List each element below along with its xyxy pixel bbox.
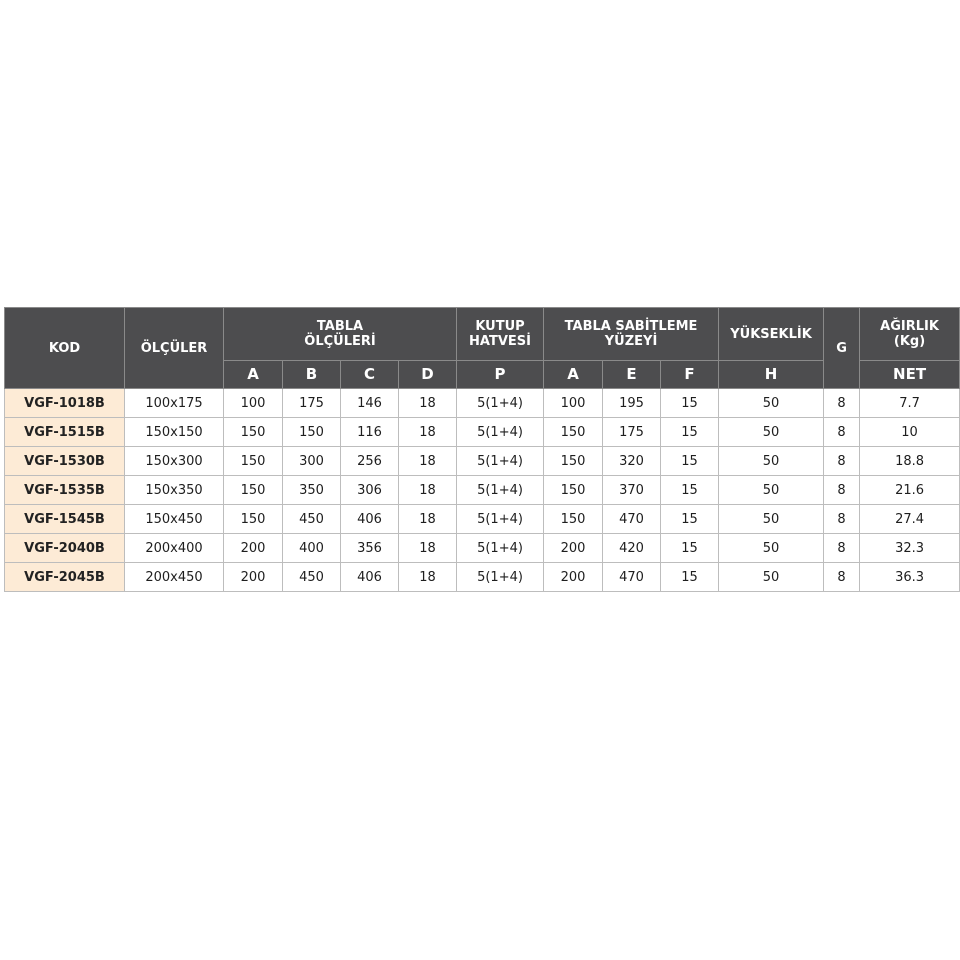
cell-olculer: 150x150 <box>125 418 224 447</box>
table-row <box>5 389 960 418</box>
cell-c: 356 <box>341 534 399 563</box>
subheader-net: NET <box>860 361 960 389</box>
cell-e: 195 <box>603 389 661 418</box>
cell-c: 306 <box>341 476 399 505</box>
cell-e: 470 <box>603 563 661 592</box>
subheader-a2: A <box>544 361 603 389</box>
subheader-p: P <box>457 361 544 389</box>
cell-f: 15 <box>661 563 719 592</box>
cell-a2: 150 <box>544 447 603 476</box>
cell-a2: 200 <box>544 563 603 592</box>
cell-a2: 150 <box>544 418 603 447</box>
cell-c: 406 <box>341 505 399 534</box>
header-agirlik-line2: (Kg) <box>893 334 926 349</box>
cell-f: 15 <box>661 389 719 418</box>
table-row <box>5 418 960 447</box>
cell-d: 18 <box>399 447 457 476</box>
cell-a: 200 <box>224 534 283 563</box>
subheader-d: D <box>399 361 457 389</box>
cell-c: 256 <box>341 447 399 476</box>
cell-b: 150 <box>283 418 341 447</box>
subheader-b: B <box>283 361 341 389</box>
cell-kod: VGF-2040B <box>5 534 125 563</box>
header-kutup-hatvesi <box>457 308 544 361</box>
cell-d: 18 <box>399 563 457 592</box>
cell-a: 150 <box>224 418 283 447</box>
cell-g: 8 <box>824 534 860 563</box>
cell-p: 5(1+4) <box>457 534 544 563</box>
table-body <box>5 389 960 592</box>
table-row <box>5 505 960 534</box>
subheader-e: E <box>603 361 661 389</box>
cell-g: 8 <box>824 447 860 476</box>
cell-d: 18 <box>399 389 457 418</box>
cell-olculer: 150x450 <box>125 505 224 534</box>
cell-h: 50 <box>719 389 824 418</box>
cell-kod: VGF-1530B <box>5 447 125 476</box>
cell-g: 8 <box>824 476 860 505</box>
cell-net: 7.7 <box>860 389 960 418</box>
header-tabla-sabitleme-line2: YÜZEYİ <box>604 334 658 349</box>
cell-b: 400 <box>283 534 341 563</box>
header-kutup-hatvesi-line1: KUTUP <box>475 319 525 334</box>
cell-p: 5(1+4) <box>457 563 544 592</box>
cell-f: 15 <box>661 505 719 534</box>
cell-olculer: 100x175 <box>125 389 224 418</box>
cell-p: 5(1+4) <box>457 476 544 505</box>
cell-e: 175 <box>603 418 661 447</box>
cell-net: 36.3 <box>860 563 960 592</box>
subheader-a: A <box>224 361 283 389</box>
cell-g: 8 <box>824 418 860 447</box>
cell-h: 50 <box>719 447 824 476</box>
cell-olculer: 150x350 <box>125 476 224 505</box>
cell-kod: VGF-2045B <box>5 563 125 592</box>
header-tabla-sabitleme <box>544 308 719 361</box>
header-yukseklik: YÜKSEKLİK <box>719 308 824 361</box>
cell-h: 50 <box>719 476 824 505</box>
subheader-c: C <box>341 361 399 389</box>
cell-olculer: 200x400 <box>125 534 224 563</box>
header-tabla-olculeri <box>224 308 457 361</box>
cell-f: 15 <box>661 534 719 563</box>
cell-h: 50 <box>719 534 824 563</box>
cell-net: 18.8 <box>860 447 960 476</box>
cell-f: 15 <box>661 447 719 476</box>
cell-a: 150 <box>224 447 283 476</box>
cell-olculer: 150x300 <box>125 447 224 476</box>
cell-net: 32.3 <box>860 534 960 563</box>
cell-kod: VGF-1515B <box>5 418 125 447</box>
header-tabla-olculeri-line2: ÖLÇÜLERİ <box>304 334 376 349</box>
spec-table <box>4 307 960 592</box>
cell-a2: 150 <box>544 505 603 534</box>
header-agirlik <box>860 308 960 361</box>
cell-c: 406 <box>341 563 399 592</box>
header-kod: KOD <box>5 308 125 389</box>
cell-p: 5(1+4) <box>457 447 544 476</box>
cell-kod: VGF-1545B <box>5 505 125 534</box>
cell-a2: 150 <box>544 476 603 505</box>
cell-b: 350 <box>283 476 341 505</box>
cell-h: 50 <box>719 563 824 592</box>
cell-net: 10 <box>860 418 960 447</box>
subheader-f: F <box>661 361 719 389</box>
cell-b: 450 <box>283 563 341 592</box>
cell-kod: VGF-1018B <box>5 389 125 418</box>
cell-b: 175 <box>283 389 341 418</box>
cell-p: 5(1+4) <box>457 389 544 418</box>
header-kutup-hatvesi-line2: HATVESİ <box>469 334 531 349</box>
cell-h: 50 <box>719 505 824 534</box>
table-row <box>5 476 960 505</box>
cell-a: 200 <box>224 563 283 592</box>
cell-d: 18 <box>399 534 457 563</box>
cell-e: 370 <box>603 476 661 505</box>
cell-c: 116 <box>341 418 399 447</box>
cell-f: 15 <box>661 476 719 505</box>
header-row <box>5 308 960 361</box>
cell-a2: 100 <box>544 389 603 418</box>
subheader-h: H <box>719 361 824 389</box>
cell-c: 146 <box>341 389 399 418</box>
table-row <box>5 447 960 476</box>
header-tabla-sabitleme-line1: TABLA SABİTLEME <box>564 319 698 334</box>
header-tabla-olculeri-line1: TABLA <box>316 319 364 334</box>
cell-e: 470 <box>603 505 661 534</box>
header-agirlik-line1: AĞIRLIK <box>880 319 939 334</box>
table-row <box>5 534 960 563</box>
header-g: G <box>824 308 860 389</box>
cell-kod: VGF-1535B <box>5 476 125 505</box>
cell-p: 5(1+4) <box>457 418 544 447</box>
cell-d: 18 <box>399 476 457 505</box>
cell-e: 320 <box>603 447 661 476</box>
cell-a: 150 <box>224 476 283 505</box>
cell-a2: 200 <box>544 534 603 563</box>
cell-h: 50 <box>719 418 824 447</box>
header-olculer: ÖLÇÜLER <box>125 308 224 389</box>
cell-f: 15 <box>661 418 719 447</box>
cell-net: 27.4 <box>860 505 960 534</box>
cell-a: 150 <box>224 505 283 534</box>
cell-d: 18 <box>399 505 457 534</box>
table-row <box>5 563 960 592</box>
cell-net: 21.6 <box>860 476 960 505</box>
cell-d: 18 <box>399 418 457 447</box>
cell-g: 8 <box>824 563 860 592</box>
cell-b: 300 <box>283 447 341 476</box>
cell-g: 8 <box>824 389 860 418</box>
cell-b: 450 <box>283 505 341 534</box>
cell-e: 420 <box>603 534 661 563</box>
cell-p: 5(1+4) <box>457 505 544 534</box>
cell-a: 100 <box>224 389 283 418</box>
cell-g: 8 <box>824 505 860 534</box>
cell-olculer: 200x450 <box>125 563 224 592</box>
